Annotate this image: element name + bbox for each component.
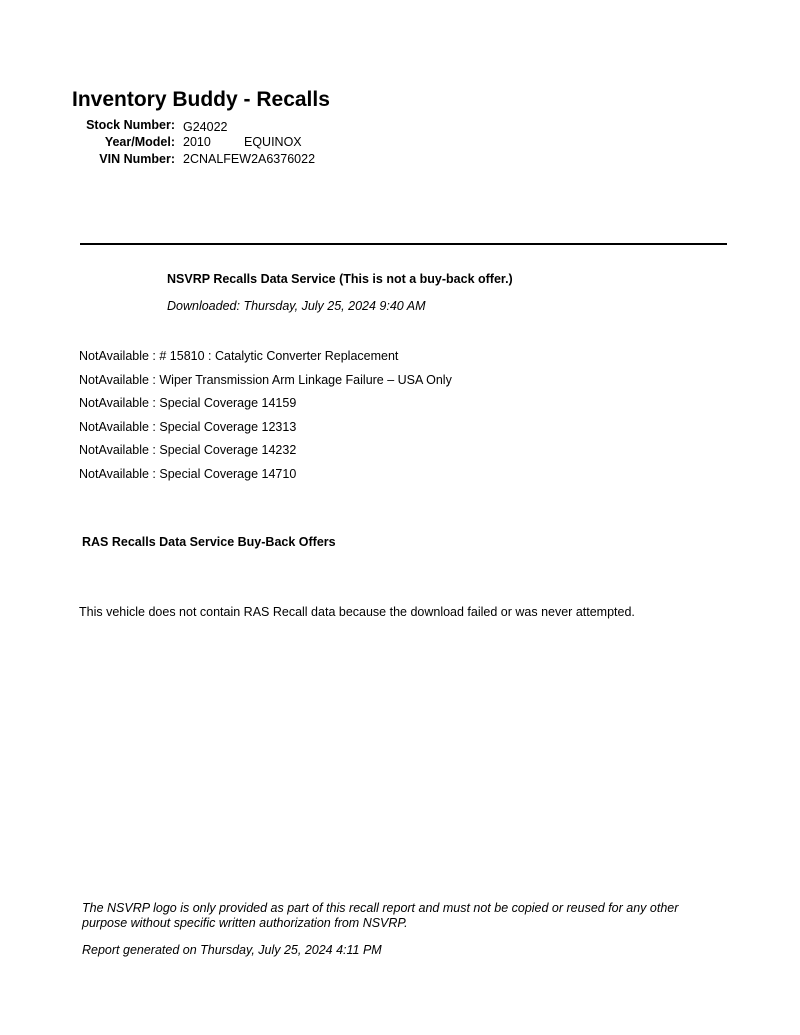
recall-list xyxy=(79,348,452,490)
recall-item: NotAvailable : Special Coverage 14710 xyxy=(79,466,297,481)
stock-number-value: G24022 xyxy=(183,120,228,134)
recall-item: NotAvailable : # 15810 : Catalytic Converter Replacement xyxy=(79,349,399,363)
year-model-label: Year/Model: xyxy=(104,135,175,149)
vin-number-label: VIN Number: xyxy=(99,152,175,166)
report-title: Inventory Buddy - Recalls xyxy=(72,88,330,111)
ras-heading: RAS Recalls Data Service Buy-Back Offers xyxy=(82,535,336,549)
stock-number-label: Stock Number: xyxy=(86,118,175,132)
recall-item: NotAvailable : Special Coverage 14232 xyxy=(79,443,297,458)
ras-message: This vehicle does not contain RAS Recall data because the download failed or was never attempted. xyxy=(79,605,635,619)
nsvrp-heading: NSVRP Recalls Data Service (This is not a buy-back offer.) xyxy=(167,272,513,286)
recall-item: NotAvailable : Special Coverage 14159 xyxy=(79,396,297,411)
model-value: EQUINOX xyxy=(244,135,302,149)
recall-item: NotAvailable : Wiper Transmission Arm Linkage Failure – USA Only xyxy=(79,372,452,387)
recall-item: NotAvailable : Special Coverage 12313 xyxy=(79,419,297,434)
nsvrp-downloaded: Downloaded: Thursday, July 25, 2024 9:40 AM xyxy=(167,299,426,313)
report-generated: Report generated on Thursday, July 25, 2024 4:11 PM xyxy=(82,943,382,957)
year-value: 2010 xyxy=(183,135,211,149)
vin-number-value: 2CNALFEW2A6376022 xyxy=(183,152,316,166)
horizontal-divider xyxy=(80,243,727,245)
logo-notice: The NSVRP logo is only provided as part of this recall report and must not be copied or reused for any other purpose without specific written authorization from NSVRP. xyxy=(82,901,679,930)
